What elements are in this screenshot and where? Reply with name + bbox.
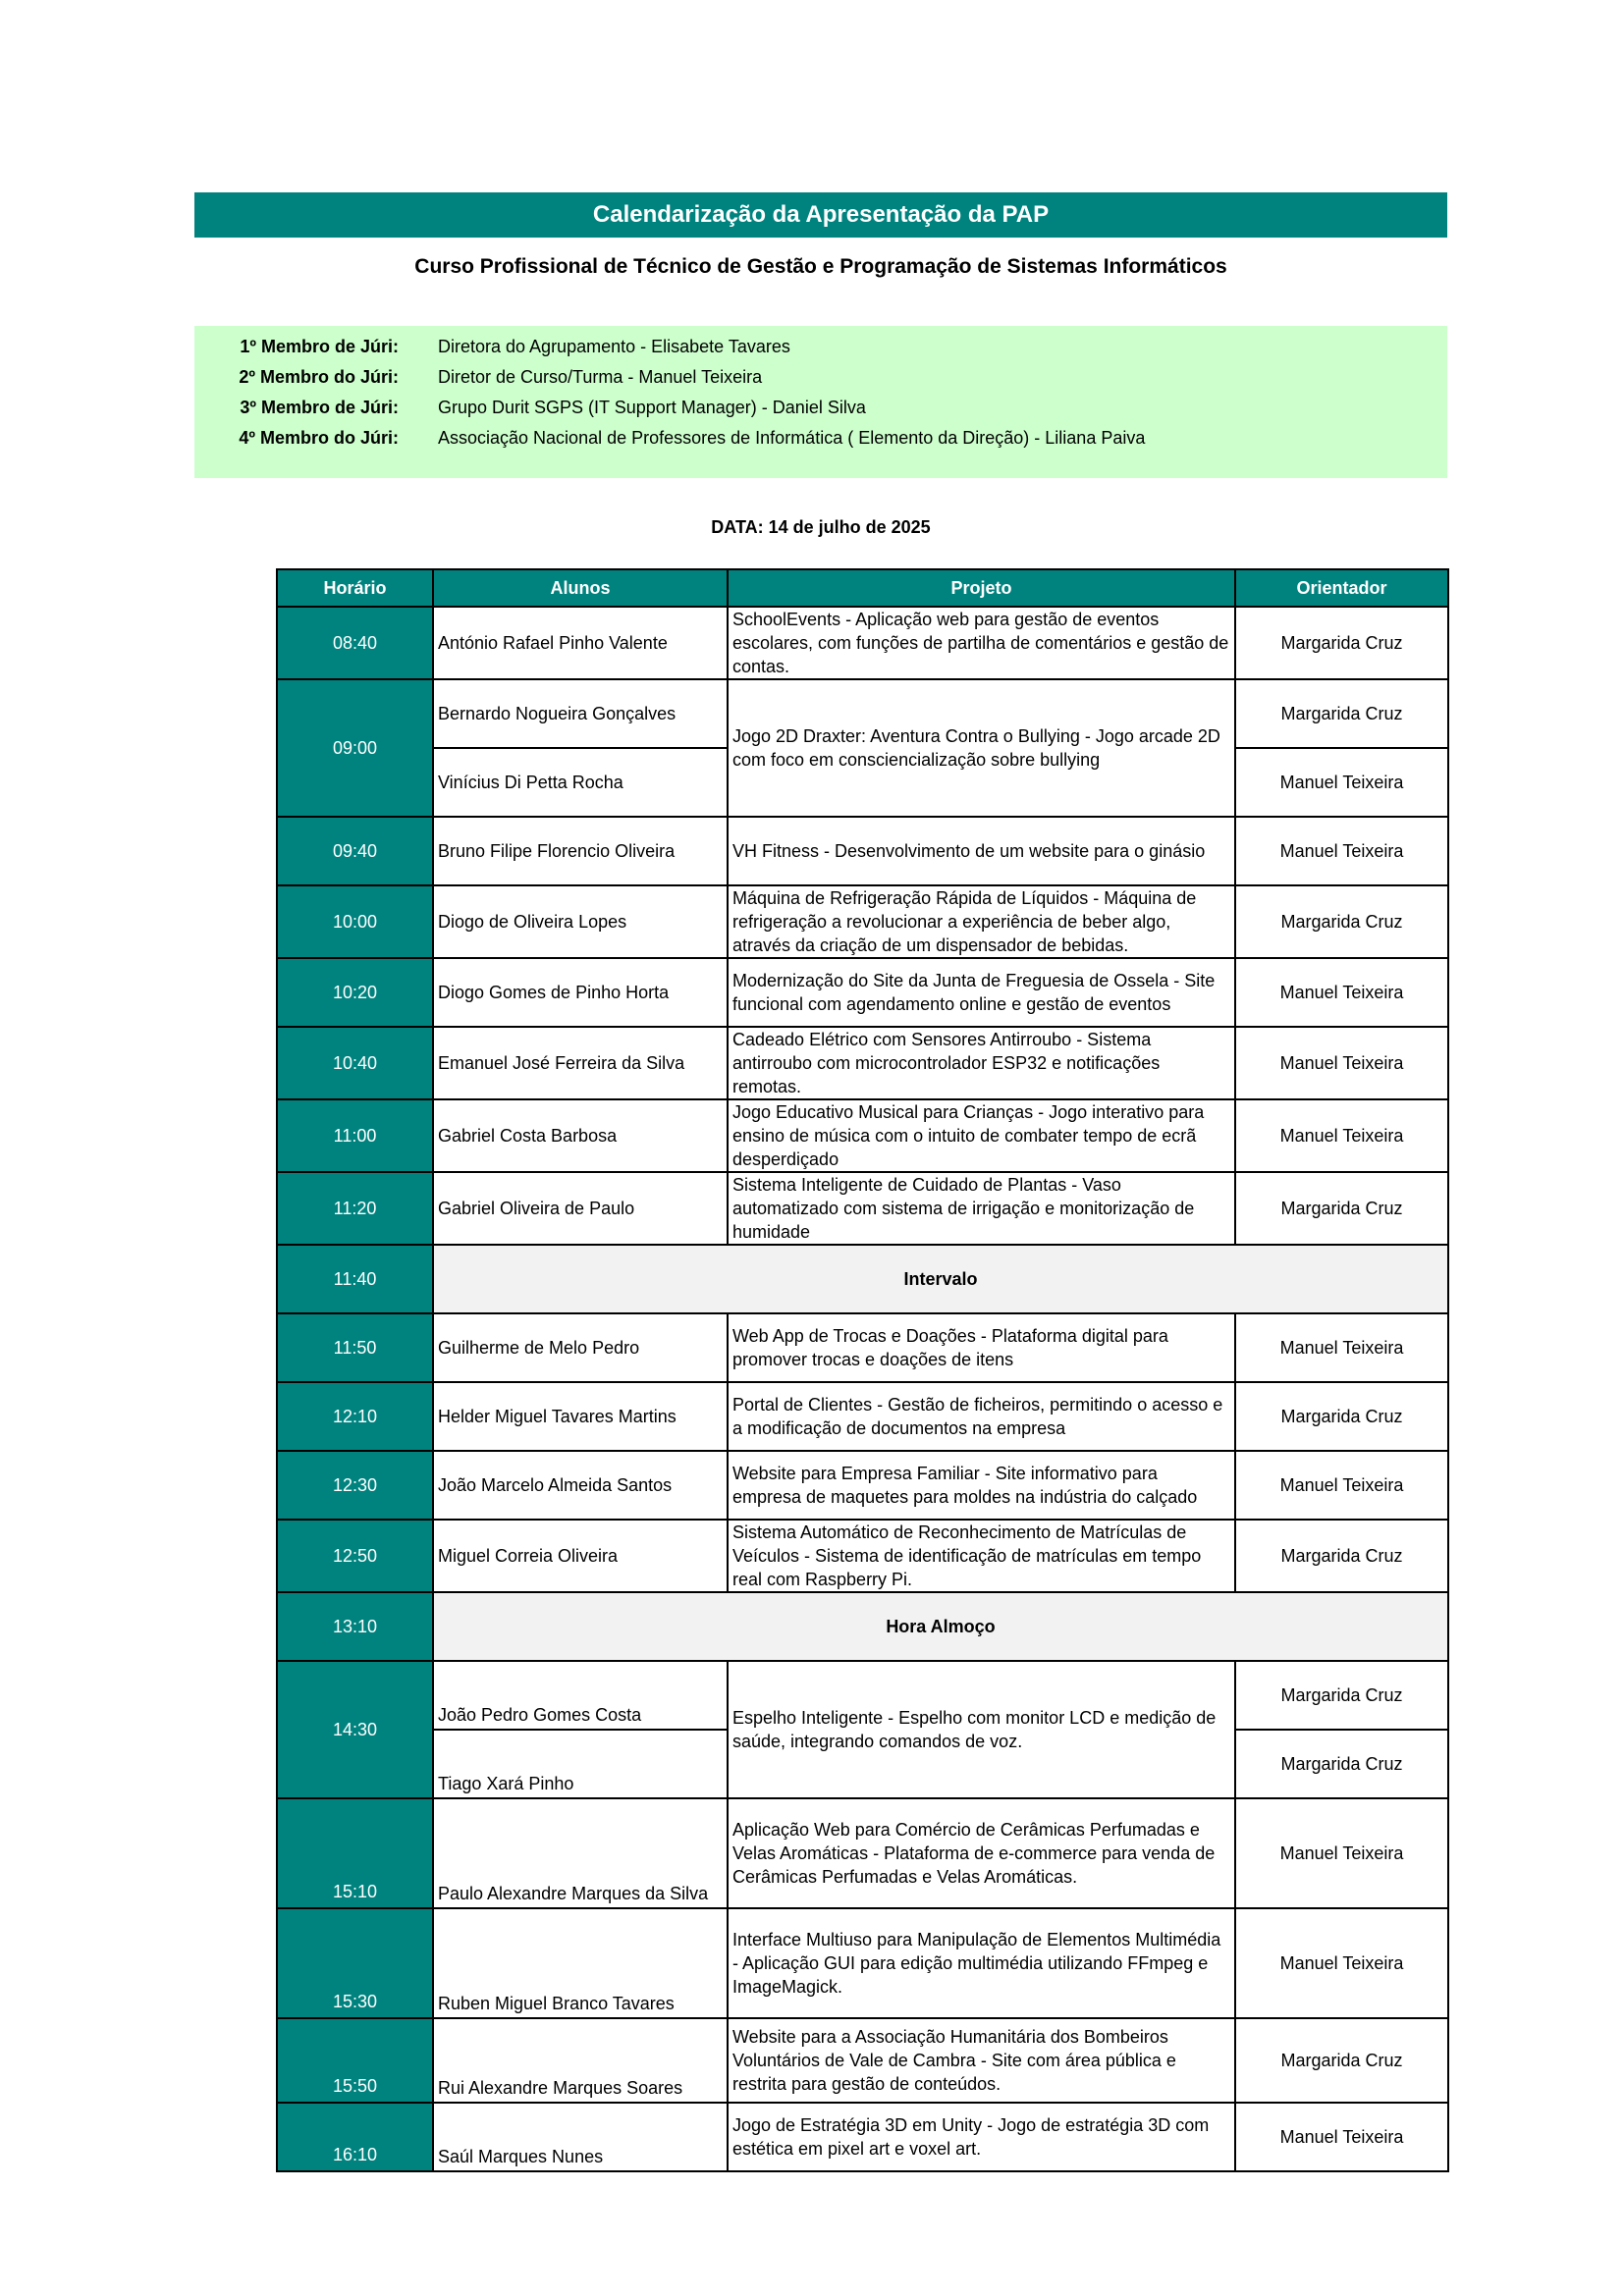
mentor-cell: Manuel Teixeira: [1235, 2103, 1448, 2171]
project-cell: Jogo de Estratégia 3D em Unity - Jogo de estratégia 3D com estética em pixel art e voxel art.: [728, 2103, 1235, 2171]
mentor-cell: Margarida Cruz: [1235, 1382, 1448, 1451]
jury-label: 1º Membro de Júri:: [240, 337, 399, 356]
table-row: [277, 1798, 1448, 1908]
table-row: [277, 2103, 1448, 2171]
table-row: [277, 1661, 1448, 1730]
table-row: [277, 817, 1448, 885]
time-cell: 12:10: [277, 1382, 433, 1451]
student-cell: Gabriel Costa Barbosa: [433, 1099, 728, 1172]
mentor-cell: Margarida Cruz: [1235, 1172, 1448, 1245]
course-subtitle: Curso Profissional de Técnico de Gestão e Programação de Sistemas Informáticos: [414, 255, 1227, 278]
student-cell: Bruno Filipe Florencio Oliveira: [433, 817, 728, 885]
mentor-cell: Margarida Cruz: [1235, 679, 1448, 748]
student-cell: João Pedro Gomes Costa: [433, 1661, 728, 1730]
jury-value: Diretor de Curso/Turma - Manuel Teixeira: [438, 367, 763, 387]
mentor-cell: Margarida Cruz: [1235, 1730, 1448, 1798]
project-cell: SchoolEvents - Aplicação web para gestão de eventos escolares, com funções de partilha de comentários e gestão de contas.: [728, 607, 1235, 679]
student-cell: Miguel Correia Oliveira: [433, 1520, 728, 1592]
mentor-cell: Manuel Teixeira: [1235, 958, 1448, 1027]
project-cell: Aplicação Web para Comércio de Cerâmicas Perfumadas e Velas Aromáticas - Plataforma de e-commerce para venda de Cerâmicas Perfumadas e Velas Aromáticas.: [728, 1798, 1235, 1908]
jury-row: [194, 393, 1447, 423]
mentor-cell: Margarida Cruz: [1235, 1661, 1448, 1730]
student-cell: Guilherme de Melo Pedro: [433, 1313, 728, 1382]
time-cell: 11:00: [277, 1099, 433, 1172]
table-row: [277, 1099, 1448, 1172]
time-cell: 08:40: [277, 607, 433, 679]
project-cell: VH Fitness - Desenvolvimento de um website para o ginásio: [728, 817, 1235, 885]
student-cell: Diogo Gomes de Pinho Horta: [433, 958, 728, 1027]
time-cell: 10:20: [277, 958, 433, 1027]
jury-label: 4º Membro do Júri:: [239, 428, 399, 448]
table-row: [277, 1313, 1448, 1382]
time-cell: 16:10: [277, 2103, 433, 2171]
mentor-cell: Manuel Teixeira: [1235, 1451, 1448, 1520]
table-row: [277, 958, 1448, 1027]
table-row: [277, 1451, 1448, 1520]
table-header-row: [277, 569, 1448, 607]
project-cell: Modernização do Site da Junta de Freguesia de Ossela - Site funcional com agendamento online e gestão de eventos: [728, 958, 1235, 1027]
table-row: [277, 607, 1448, 679]
project-cell: Website para Empresa Familiar - Site informativo para empresa de maquetes para moldes na indústria do calçado: [728, 1451, 1235, 1520]
time-cell: 15:30: [277, 1908, 433, 2018]
mentor-cell: Manuel Teixeira: [1235, 817, 1448, 885]
mentor-cell: Margarida Cruz: [1235, 885, 1448, 958]
project-cell: Jogo Educativo Musical para Crianças - Jogo interativo para ensino de música com o intuito de combater tempo de ecrã desperdiçado: [728, 1099, 1235, 1172]
project-cell: Website para a Associação Humanitária dos Bombeiros Voluntários de Vale de Cambra - Site com área pública e restrita para gestão de conteúdos.: [728, 2018, 1235, 2103]
jury-label: 3º Membro de Júri:: [240, 398, 399, 417]
jury-value: Diretora do Agrupamento - Elisabete Tavares: [438, 337, 790, 356]
time-cell: 12:50: [277, 1520, 433, 1592]
project-cell: Interface Multiuso para Manipulação de Elementos Multimédia - Aplicação GUI para edição multimédia utilizando FFmpeg e ImageMagick.: [728, 1908, 1235, 2018]
project-cell: Jogo 2D Draxter: Aventura Contra o Bullying - Jogo arcade 2D com foco em consciencialização sobre bullying: [728, 679, 1235, 817]
jury-value: Grupo Durit SGPS (IT Support Manager) - Daniel Silva: [438, 398, 866, 417]
student-cell: Diogo de Oliveira Lopes: [433, 885, 728, 958]
break-label: Intervalo: [433, 1245, 1448, 1313]
jury-row: [194, 423, 1447, 454]
header-project: Projeto: [728, 569, 1235, 607]
jury-value: Associação Nacional de Professores de Informática ( Elemento da Direção) - Liliana Paiva: [438, 428, 1146, 448]
student-cell: Ruben Miguel Branco Tavares: [433, 1908, 728, 2018]
break-row: [277, 1245, 1448, 1313]
table-row: [277, 1520, 1448, 1592]
break-label: Hora Almoço: [433, 1592, 1448, 1661]
student-cell: Gabriel Oliveira de Paulo: [433, 1172, 728, 1245]
mentor-cell: Manuel Teixeira: [1235, 1099, 1448, 1172]
mentor-cell: Manuel Teixeira: [1235, 748, 1448, 817]
student-cell: Paulo Alexandre Marques da Silva: [433, 1798, 728, 1908]
student-cell: Emanuel José Ferreira da Silva: [433, 1027, 728, 1099]
student-cell: Helder Miguel Tavares Martins: [433, 1382, 728, 1451]
time-cell: 11:40: [277, 1245, 433, 1313]
mentor-cell: Margarida Cruz: [1235, 607, 1448, 679]
project-cell: Sistema Automático de Reconhecimento de Matrículas de Veículos - Sistema de identificação de matrículas em tempo real com Raspberry Pi.: [728, 1520, 1235, 1592]
time-cell: 11:50: [277, 1313, 433, 1382]
table-row: [277, 1172, 1448, 1245]
time-cell: 10:40: [277, 1027, 433, 1099]
time-cell: 11:20: [277, 1172, 433, 1245]
time-cell: 12:30: [277, 1451, 433, 1520]
header-students: Alunos: [433, 569, 728, 607]
table-row: [277, 885, 1448, 958]
table-row: [277, 679, 1448, 748]
page-title: Calendarização da Apresentação da PAP: [194, 192, 1447, 238]
student-cell: João Marcelo Almeida Santos: [433, 1451, 728, 1520]
table-row: [277, 1908, 1448, 2018]
project-cell: Máquina de Refrigeração Rápida de Líquidos - Máquina de refrigeração a revolucionar a experiência de beber algo, através da criação de um dispensador de bebidas.: [728, 885, 1235, 958]
time-cell: 09:00: [277, 679, 433, 817]
time-cell: 14:30: [277, 1661, 433, 1798]
mentor-cell: Margarida Cruz: [1235, 2018, 1448, 2103]
table-row: [277, 1027, 1448, 1099]
project-cell: Espelho Inteligente - Espelho com monitor LCD e medição de saúde, integrando comandos de voz.: [728, 1661, 1235, 1798]
header-time: Horário: [277, 569, 433, 607]
project-cell: Sistema Inteligente de Cuidado de Plantas - Vaso automatizado com sistema de irrigação e monitorização de humidade: [728, 1172, 1235, 1245]
project-cell: Web App de Trocas e Doações - Plataforma digital para promover trocas e doações de itens: [728, 1313, 1235, 1382]
jury-row: [194, 362, 1447, 393]
student-cell: António Rafael Pinho Valente: [433, 607, 728, 679]
table-row: [277, 1382, 1448, 1451]
time-cell: 15:10: [277, 1798, 433, 1908]
mentor-cell: Margarida Cruz: [1235, 1520, 1448, 1592]
break-row: [277, 1592, 1448, 1661]
time-cell: 10:00: [277, 885, 433, 958]
project-cell: Portal de Clientes - Gestão de ficheiros, permitindo o acesso e a modificação de documentos na empresa: [728, 1382, 1235, 1451]
header-mentor: Orientador: [1235, 569, 1448, 607]
table-row: [277, 2018, 1448, 2103]
time-cell: 15:50: [277, 2018, 433, 2103]
project-cell: Cadeado Elétrico com Sensores Antirroubo - Sistema antirroubo com microcontrolador ESP32 e notificações remotas.: [728, 1027, 1235, 1099]
jury-panel: [194, 326, 1447, 478]
mentor-cell: Manuel Teixeira: [1235, 1908, 1448, 2018]
student-cell: Rui Alexandre Marques Soares: [433, 2018, 728, 2103]
mentor-cell: Manuel Teixeira: [1235, 1313, 1448, 1382]
schedule-table: [276, 568, 1449, 2172]
mentor-cell: Manuel Teixeira: [1235, 1798, 1448, 1908]
student-cell: Vinícius Di Petta Rocha: [433, 748, 728, 817]
jury-label: 2º Membro do Júri:: [239, 367, 399, 387]
mentor-cell: Manuel Teixeira: [1235, 1027, 1448, 1099]
presentation-date: DATA: 14 de julho de 2025: [711, 517, 931, 537]
student-cell: Saúl Marques Nunes: [433, 2103, 728, 2171]
student-cell: Bernardo Nogueira Gonçalves: [433, 679, 728, 748]
student-cell: Tiago Xará Pinho: [433, 1730, 728, 1798]
jury-row: [194, 332, 1447, 362]
time-cell: 13:10: [277, 1592, 433, 1661]
time-cell: 09:40: [277, 817, 433, 885]
